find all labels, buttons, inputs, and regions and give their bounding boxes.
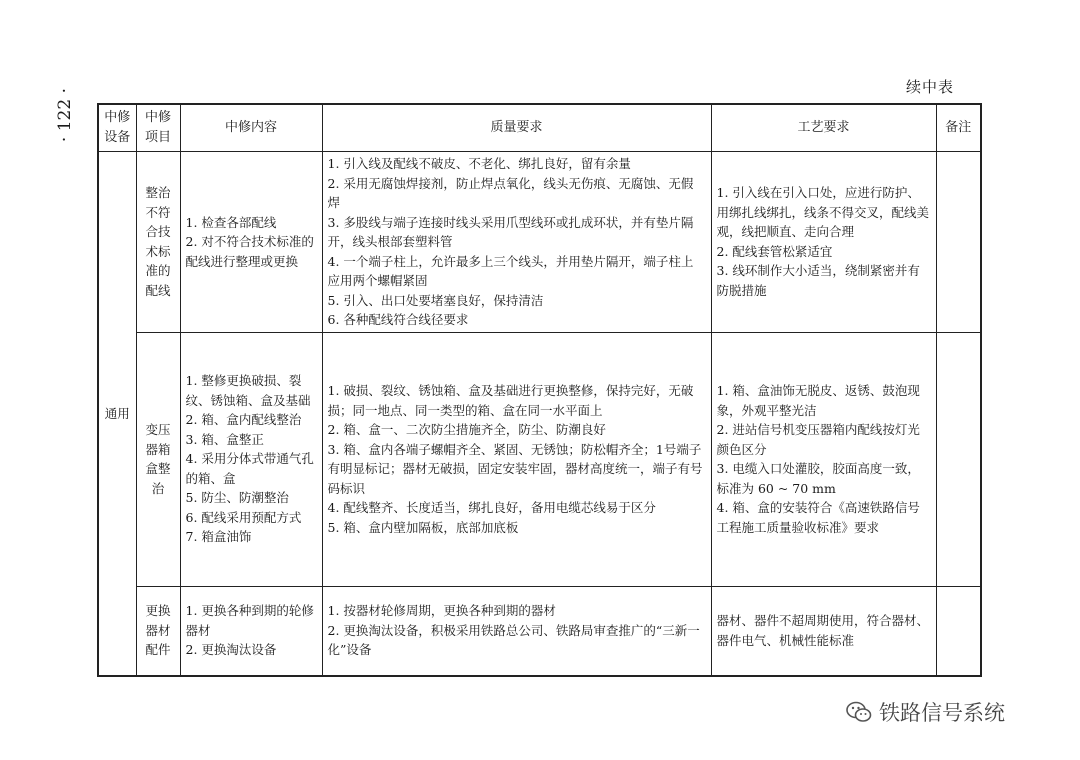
content-cell: 1. 更换各种到期的轮修器材 2. 更换淘汰设备 xyxy=(180,586,322,676)
table-row xyxy=(98,152,981,333)
page-number-area xyxy=(56,88,86,168)
header-process: 工艺要求 xyxy=(711,104,936,152)
quality-cell: 1. 按器材轮修周期，更换各种到期的器材 2. 更换淘汰设备，积极采用铁路总公司、铁路局审查推广的“三新一化”设备 xyxy=(322,586,711,676)
remarks-cell xyxy=(936,332,981,586)
quality-cell: 1. 破损、裂纹、锈蚀箱、盒及基础进行更换整修，保持完好，无破损；同一地点、同一类型的箱、盒在同一水平面上 2. 箱、盒一、二次防尘措施齐全，防尘、防潮良好 3. 箱、盒内各端子螺帽齐全、紧固、无锈蚀；防松帽齐全；1号端子有明显标记；器材无破损，固定安装牢固，器材高度统一，端子有号码标识 4. 配线整齐、长度适当，绑扎良好，备用电缆芯线易于区分 5. 箱、盒内壁加隔板，底部加底板 xyxy=(322,332,711,586)
remarks-cell xyxy=(936,586,981,676)
header-content: 中修内容 xyxy=(180,104,322,152)
item-cell: 整治 不符 合技 术标 准的 配线 xyxy=(136,152,180,333)
item-cell: 更换 器材 配件 xyxy=(136,586,180,676)
item-cell: 变压 器箱 盒整 治 xyxy=(136,332,180,586)
table-row xyxy=(98,586,981,676)
content-cell: 1. 整修更换破损、裂纹、锈蚀箱、盒及基础 2. 箱、盒内配线整治 3. 箱、盒整正 4. 采用分体式带通气孔的箱、盒 5. 防尘、防潮整治 6. 配线采用预配方式 7. 箱盒油饰 xyxy=(180,332,322,586)
watermark-text: 铁路信号系统 xyxy=(879,701,1005,725)
watermark xyxy=(845,697,1005,727)
equipment-cell: 通用 xyxy=(98,152,136,676)
header-quality: 质量要求 xyxy=(322,104,711,152)
table-header-row xyxy=(98,104,981,152)
maintenance-table xyxy=(97,103,982,677)
process-cell: 器材、器件不超周期使用，符合器材、器件电气、机械性能标准 xyxy=(711,586,936,676)
process-cell: 1. 引入线在引入口处，应进行防护、用绑扎线绑扎，线条不得交叉，配线美观，线把顺直、走向合理 2. 配线套管松紧适宜 3. 线环制作大小适当，绕制紧密并有防脱措施 xyxy=(711,152,936,333)
table-row xyxy=(98,332,981,586)
quality-cell: 1. 引入线及配线不破皮、不老化、绑扎良好，留有余量 2. 采用无腐蚀焊接剂，防止焊点氧化，线头无伤痕、无腐蚀、无假焊 3. 多股线与端子连接时线头采用爪型线环或扎成环状，并有垫片隔开，线头根部套塑料管 4. 一个端子柱上，允许最多上三个线头，并用垫片隔开，端子柱上应用两个螺帽紧固 5. 引入、出口处要堵塞良好，保持清洁 6. 各种配线符合线径要求 xyxy=(322,152,711,333)
wechat-icon xyxy=(845,698,873,726)
header-equipment: 中修 设备 xyxy=(98,104,136,152)
content-cell: 1. 检查各部配线 2. 对不符合技术标准的配线进行整理或更换 xyxy=(180,152,322,333)
page-number: · 122 · xyxy=(55,88,75,143)
header-remarks: 备注 xyxy=(936,104,981,152)
header-item: 中修 项目 xyxy=(136,104,180,152)
process-cell: 1. 箱、盒油饰无脱皮、返锈、鼓泡现象，外观平整光洁 2. 进站信号机变压器箱内配线按灯光颜色区分 3. 电缆入口处灌胶，胶面高度一致，标准为 60 ~ 70 mm 4. 箱、盒的安装符合《高速铁路信号工程施工质量验收标准》要求 xyxy=(711,332,936,586)
continued-label: 续中表 xyxy=(905,78,954,96)
remarks-cell xyxy=(936,152,981,333)
